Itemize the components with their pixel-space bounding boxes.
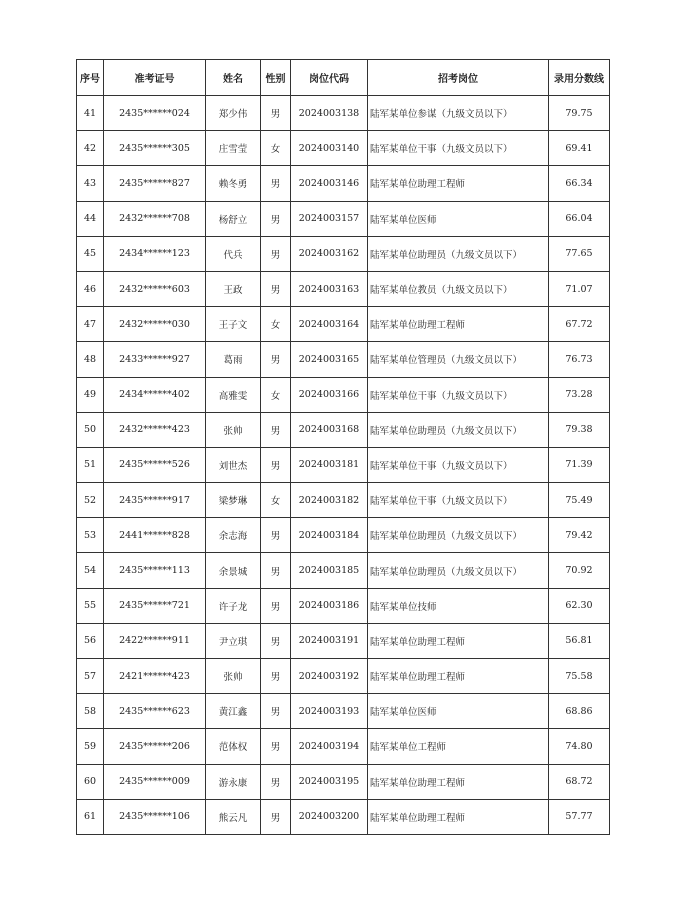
score-cell: 66.04 bbox=[549, 201, 610, 236]
name-cell: 余志海 bbox=[206, 518, 261, 553]
table-row bbox=[77, 131, 610, 166]
score-cell: 67.72 bbox=[549, 307, 610, 342]
table-row bbox=[77, 412, 610, 447]
position-cell: 陆军某单位助理工程师 bbox=[368, 623, 549, 658]
name-cell: 王子文 bbox=[206, 307, 261, 342]
score-cell: 79.38 bbox=[549, 412, 610, 447]
header-position-code: 岗位代码 bbox=[291, 60, 368, 96]
name-cell: 梁梦琳 bbox=[206, 483, 261, 518]
score-cell: 70.92 bbox=[549, 553, 610, 588]
serial-number-cell: 50 bbox=[77, 412, 104, 447]
gender-cell: 女 bbox=[261, 483, 291, 518]
header-gender: 性别 bbox=[261, 60, 291, 96]
gender-cell: 男 bbox=[261, 166, 291, 201]
table-row bbox=[77, 447, 610, 482]
admission-ticket-cell: 2435******721 bbox=[104, 588, 206, 623]
gender-cell: 男 bbox=[261, 729, 291, 764]
serial-number-cell: 45 bbox=[77, 236, 104, 271]
position-code-cell: 2024003165 bbox=[291, 342, 368, 377]
table-row bbox=[77, 588, 610, 623]
admission-ticket-cell: 2432******603 bbox=[104, 271, 206, 306]
name-cell: 张帅 bbox=[206, 659, 261, 694]
table-row bbox=[77, 271, 610, 306]
position-code-cell: 2024003181 bbox=[291, 447, 368, 482]
position-code-cell: 2024003166 bbox=[291, 377, 368, 412]
serial-number-cell: 42 bbox=[77, 131, 104, 166]
position-cell: 陆军某单位助理工程师 bbox=[368, 659, 549, 694]
position-code-cell: 2024003164 bbox=[291, 307, 368, 342]
position-code-cell: 2024003195 bbox=[291, 764, 368, 799]
serial-number-cell: 58 bbox=[77, 694, 104, 729]
position-cell: 陆军某单位干事（九级文员以下） bbox=[368, 447, 549, 482]
position-cell: 陆军某单位工程师 bbox=[368, 729, 549, 764]
name-cell: 许子龙 bbox=[206, 588, 261, 623]
serial-number-cell: 55 bbox=[77, 588, 104, 623]
serial-number-cell: 44 bbox=[77, 201, 104, 236]
position-code-cell: 2024003182 bbox=[291, 483, 368, 518]
table-row bbox=[77, 96, 610, 131]
admission-ticket-cell: 2435******827 bbox=[104, 166, 206, 201]
name-cell: 高雅雯 bbox=[206, 377, 261, 412]
serial-number-cell: 53 bbox=[77, 518, 104, 553]
position-cell: 陆军某单位助理员（九级文员以下） bbox=[368, 518, 549, 553]
name-cell: 范体权 bbox=[206, 729, 261, 764]
position-cell: 陆军某单位教员（九级文员以下） bbox=[368, 271, 549, 306]
admission-ticket-cell: 2433******927 bbox=[104, 342, 206, 377]
score-cell: 68.86 bbox=[549, 694, 610, 729]
gender-cell: 男 bbox=[261, 659, 291, 694]
score-cell: 66.34 bbox=[549, 166, 610, 201]
score-cell: 74.80 bbox=[549, 729, 610, 764]
table-header-row bbox=[77, 60, 610, 96]
position-cell: 陆军某单位医师 bbox=[368, 201, 549, 236]
table-row bbox=[77, 764, 610, 799]
position-code-cell: 2024003194 bbox=[291, 729, 368, 764]
name-cell: 游永康 bbox=[206, 764, 261, 799]
score-cell: 71.07 bbox=[549, 271, 610, 306]
score-cell: 76.73 bbox=[549, 342, 610, 377]
serial-number-cell: 60 bbox=[77, 764, 104, 799]
position-cell: 陆军某单位干事（九级文员以下） bbox=[368, 377, 549, 412]
name-cell: 王政 bbox=[206, 271, 261, 306]
admission-score-table bbox=[76, 59, 610, 835]
name-cell: 尹立琪 bbox=[206, 623, 261, 658]
table-row bbox=[77, 342, 610, 377]
name-cell: 张帅 bbox=[206, 412, 261, 447]
admission-ticket-cell: 2435******917 bbox=[104, 483, 206, 518]
table-row bbox=[77, 518, 610, 553]
admission-ticket-cell: 2434******402 bbox=[104, 377, 206, 412]
score-cell: 75.58 bbox=[549, 659, 610, 694]
gender-cell: 男 bbox=[261, 271, 291, 306]
serial-number-cell: 48 bbox=[77, 342, 104, 377]
header-position: 招考岗位 bbox=[368, 60, 549, 96]
admission-ticket-cell: 2422******911 bbox=[104, 623, 206, 658]
score-cell: 69.41 bbox=[549, 131, 610, 166]
position-cell: 陆军某单位助理工程师 bbox=[368, 799, 549, 834]
table-row bbox=[77, 729, 610, 764]
score-cell: 68.72 bbox=[549, 764, 610, 799]
position-cell: 陆军某单位医师 bbox=[368, 694, 549, 729]
score-cell: 77.65 bbox=[549, 236, 610, 271]
position-code-cell: 2024003138 bbox=[291, 96, 368, 131]
gender-cell: 男 bbox=[261, 447, 291, 482]
score-cell: 75.49 bbox=[549, 483, 610, 518]
admission-ticket-cell: 2421******423 bbox=[104, 659, 206, 694]
name-cell: 杨舒立 bbox=[206, 201, 261, 236]
name-cell: 黄江鑫 bbox=[206, 694, 261, 729]
name-cell: 庄雪莹 bbox=[206, 131, 261, 166]
serial-number-cell: 47 bbox=[77, 307, 104, 342]
serial-number-cell: 41 bbox=[77, 96, 104, 131]
position-code-cell: 2024003184 bbox=[291, 518, 368, 553]
name-cell: 郑少伟 bbox=[206, 96, 261, 131]
position-cell: 陆军某单位干事（九级文员以下） bbox=[368, 131, 549, 166]
position-code-cell: 2024003200 bbox=[291, 799, 368, 834]
score-cell: 79.75 bbox=[549, 96, 610, 131]
serial-number-cell: 54 bbox=[77, 553, 104, 588]
table-row bbox=[77, 307, 610, 342]
position-code-cell: 2024003163 bbox=[291, 271, 368, 306]
admission-ticket-cell: 2435******106 bbox=[104, 799, 206, 834]
score-cell: 56.81 bbox=[549, 623, 610, 658]
serial-number-cell: 56 bbox=[77, 623, 104, 658]
gender-cell: 男 bbox=[261, 623, 291, 658]
table-row bbox=[77, 553, 610, 588]
position-cell: 陆军某单位助理工程师 bbox=[368, 166, 549, 201]
admission-ticket-cell: 2432******423 bbox=[104, 412, 206, 447]
admission-ticket-cell: 2441******828 bbox=[104, 518, 206, 553]
position-code-cell: 2024003162 bbox=[291, 236, 368, 271]
name-cell: 代兵 bbox=[206, 236, 261, 271]
serial-number-cell: 59 bbox=[77, 729, 104, 764]
position-cell: 陆军某单位技师 bbox=[368, 588, 549, 623]
position-code-cell: 2024003186 bbox=[291, 588, 368, 623]
position-code-cell: 2024003168 bbox=[291, 412, 368, 447]
score-cell: 57.77 bbox=[549, 799, 610, 834]
header-score-line: 录用分数线 bbox=[549, 60, 610, 96]
position-code-cell: 2024003140 bbox=[291, 131, 368, 166]
admission-ticket-cell: 2432******708 bbox=[104, 201, 206, 236]
table-row bbox=[77, 166, 610, 201]
gender-cell: 男 bbox=[261, 694, 291, 729]
table-row bbox=[77, 236, 610, 271]
position-code-cell: 2024003192 bbox=[291, 659, 368, 694]
position-code-cell: 2024003193 bbox=[291, 694, 368, 729]
admission-ticket-cell: 2435******009 bbox=[104, 764, 206, 799]
table-row bbox=[77, 483, 610, 518]
admission-ticket-cell: 2435******024 bbox=[104, 96, 206, 131]
position-cell: 陆军某单位助理工程师 bbox=[368, 307, 549, 342]
position-cell: 陆军某单位助理员（九级文员以下） bbox=[368, 553, 549, 588]
position-cell: 陆军某单位助理工程师 bbox=[368, 764, 549, 799]
score-cell: 71.39 bbox=[549, 447, 610, 482]
table-row bbox=[77, 623, 610, 658]
header-serial-number: 序号 bbox=[77, 60, 104, 96]
gender-cell: 男 bbox=[261, 588, 291, 623]
gender-cell: 男 bbox=[261, 799, 291, 834]
position-code-cell: 2024003191 bbox=[291, 623, 368, 658]
gender-cell: 男 bbox=[261, 764, 291, 799]
gender-cell: 男 bbox=[261, 412, 291, 447]
name-cell: 刘世杰 bbox=[206, 447, 261, 482]
serial-number-cell: 57 bbox=[77, 659, 104, 694]
score-cell: 73.28 bbox=[549, 377, 610, 412]
position-cell: 陆军某单位干事（九级文员以下） bbox=[368, 483, 549, 518]
admission-ticket-cell: 2435******113 bbox=[104, 553, 206, 588]
admission-ticket-cell: 2435******305 bbox=[104, 131, 206, 166]
serial-number-cell: 43 bbox=[77, 166, 104, 201]
admission-ticket-cell: 2435******206 bbox=[104, 729, 206, 764]
name-cell: 余景城 bbox=[206, 553, 261, 588]
position-code-cell: 2024003185 bbox=[291, 553, 368, 588]
position-code-cell: 2024003146 bbox=[291, 166, 368, 201]
gender-cell: 女 bbox=[261, 307, 291, 342]
header-admission-ticket: 准考证号 bbox=[104, 60, 206, 96]
admission-ticket-cell: 2435******623 bbox=[104, 694, 206, 729]
name-cell: 熊云凡 bbox=[206, 799, 261, 834]
gender-cell: 男 bbox=[261, 518, 291, 553]
serial-number-cell: 52 bbox=[77, 483, 104, 518]
gender-cell: 男 bbox=[261, 96, 291, 131]
serial-number-cell: 46 bbox=[77, 271, 104, 306]
header-name: 姓名 bbox=[206, 60, 261, 96]
admission-ticket-cell: 2434******123 bbox=[104, 236, 206, 271]
name-cell: 葛雨 bbox=[206, 342, 261, 377]
position-cell: 陆军某单位参谋（九级文员以下） bbox=[368, 96, 549, 131]
gender-cell: 女 bbox=[261, 377, 291, 412]
gender-cell: 男 bbox=[261, 553, 291, 588]
score-cell: 79.42 bbox=[549, 518, 610, 553]
table-row bbox=[77, 201, 610, 236]
table-row bbox=[77, 377, 610, 412]
position-code-cell: 2024003157 bbox=[291, 201, 368, 236]
serial-number-cell: 49 bbox=[77, 377, 104, 412]
admission-ticket-cell: 2435******526 bbox=[104, 447, 206, 482]
serial-number-cell: 51 bbox=[77, 447, 104, 482]
position-cell: 陆军某单位助理员（九级文员以下） bbox=[368, 236, 549, 271]
gender-cell: 男 bbox=[261, 201, 291, 236]
gender-cell: 女 bbox=[261, 131, 291, 166]
score-cell: 62.30 bbox=[549, 588, 610, 623]
admission-ticket-cell: 2432******030 bbox=[104, 307, 206, 342]
table-row bbox=[77, 659, 610, 694]
position-cell: 陆军某单位管理员（九级文员以下） bbox=[368, 342, 549, 377]
table-row bbox=[77, 799, 610, 834]
name-cell: 赖冬勇 bbox=[206, 166, 261, 201]
gender-cell: 男 bbox=[261, 236, 291, 271]
position-cell: 陆军某单位助理员（九级文员以下） bbox=[368, 412, 549, 447]
table-row bbox=[77, 694, 610, 729]
gender-cell: 男 bbox=[261, 342, 291, 377]
serial-number-cell: 61 bbox=[77, 799, 104, 834]
